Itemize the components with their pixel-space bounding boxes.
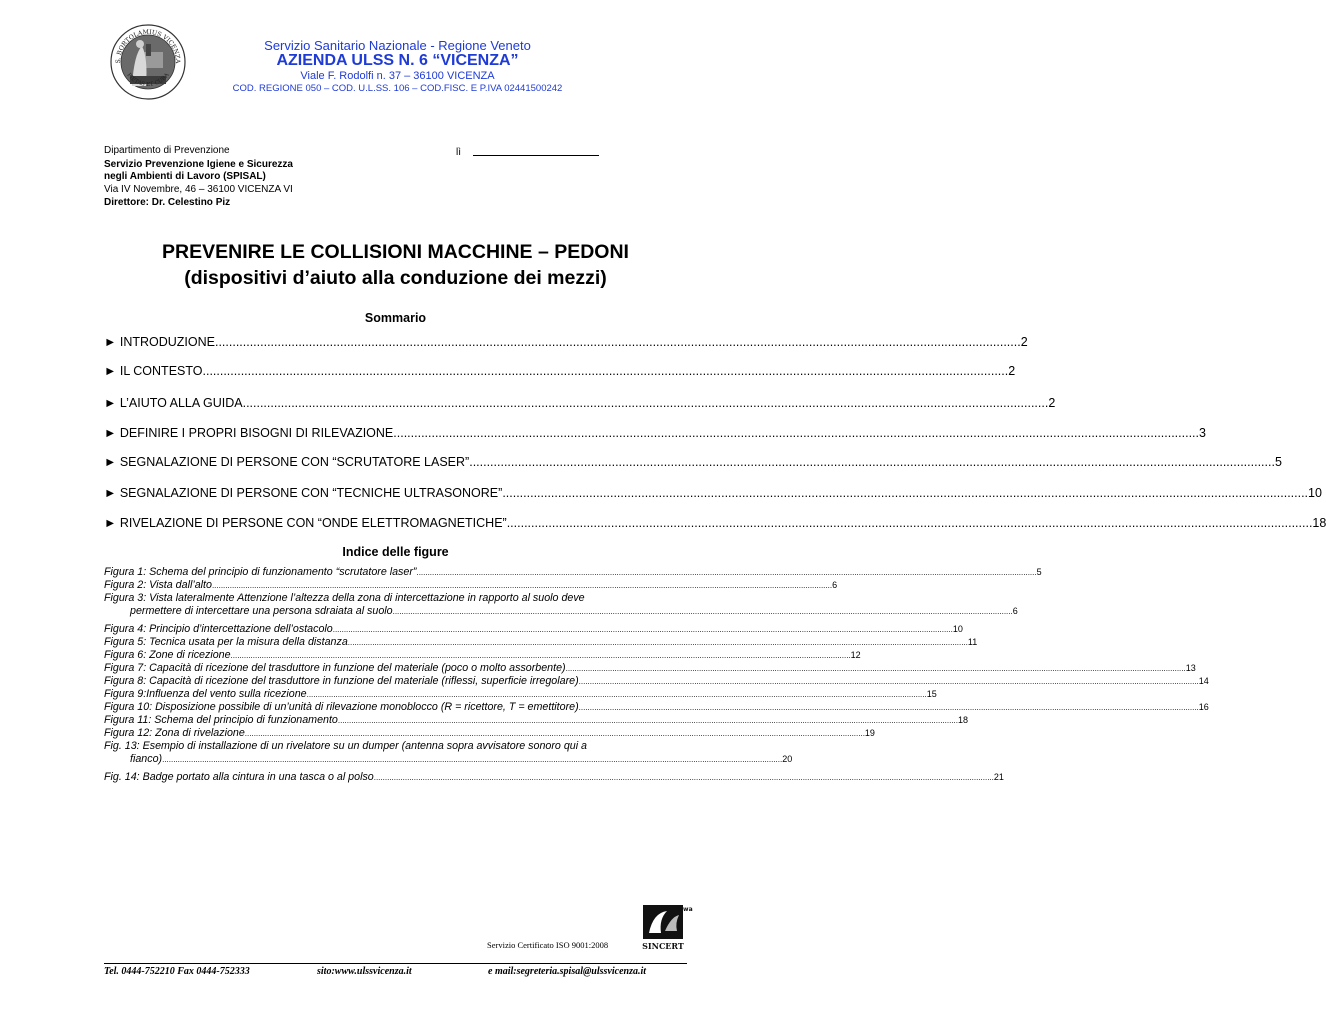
figure-entry[interactable] [104, 740, 793, 766]
toc-leader-dots [502, 486, 1308, 501]
footer-email[interactable]: e mail:segreteria.spisal@ulssvicenza.it [488, 966, 647, 977]
figure-entry-label: Figura 8: Capacità di ricezione del trasduttore in funzione del materiale (riflessi, superficie irregolare) [104, 675, 579, 687]
header-org-name: AZIENDA ULSS N. 6 “VICENZA” [276, 52, 519, 69]
figure-entry-page: 18 [958, 715, 969, 725]
figure-entry[interactable] [104, 688, 937, 701]
figure-entry[interactable] [104, 623, 963, 636]
toc-entry-label: ► SEGNALAZIONE DI PERSONE CON “TECNICHE ULTRASONORE” [104, 486, 503, 500]
toc-entry[interactable] [104, 335, 1028, 350]
figure-entry-label: Figura 3: Vista lateralmente Attenzione l’altezza della zona di intercettazione in rapporto al suolo deve [104, 592, 585, 604]
document-subtitle: (dispositivi d’aiuto alla conduzione dei mezzi) [184, 267, 607, 289]
toc-entry-label: ► L’AIUTO ALLA GUIDA [104, 396, 243, 410]
figure-entry[interactable] [104, 675, 1209, 688]
figure-entry[interactable] [104, 566, 1042, 579]
figure-entry-page: 6 [832, 580, 838, 590]
figure-entry-label: Figura 10: Disposizione possibile di un’unità di rilevazione monoblocco (R = ricettore, T = emettitore) [104, 701, 579, 713]
figure-entry-label: Figura 5: Tecnica usata per la misura della distanza [104, 636, 348, 648]
figure-entry-page: 6 [1012, 606, 1018, 616]
figure-entry[interactable] [104, 771, 1004, 784]
sincert-text: SINCERT [642, 941, 684, 951]
footer-divider [104, 963, 687, 964]
toc-entry[interactable] [104, 364, 1016, 379]
seal-text-bottom: PIETAS ET CURA [125, 72, 171, 89]
figure-entry[interactable] [104, 714, 969, 727]
figure-leader-dots [307, 688, 927, 701]
figure-entry[interactable] [104, 662, 1196, 675]
toc-entry-page: 10 [1308, 486, 1322, 500]
figure-entry[interactable] [104, 649, 861, 662]
figure-leader-dots [374, 771, 994, 784]
figure-leader-dots [416, 566, 1036, 579]
toc-entry-label: ► SEGNALAZIONE DI PERSONE CON “SCRUTATORE LASER” [104, 455, 470, 469]
figure-leader-dots [231, 649, 851, 662]
figure-entry-label: Figura 11: Schema del principio di funzionamento [104, 714, 338, 726]
figure-entry-page: 21 [993, 772, 1004, 782]
place-date-field [456, 145, 599, 158]
toc-entry-page: 2 [1008, 364, 1016, 378]
figure-leader-dots [348, 636, 968, 649]
figure-entry[interactable] [104, 636, 978, 649]
toc-leader-dots [507, 516, 1313, 531]
figure-entry-label: Figura 4: Principio d’intercettazione dell’ostacolo [104, 623, 333, 635]
toc-entry-page: 18 [1312, 516, 1326, 530]
service-name-2: negli Ambienti di Lavoro (SPISAL) [104, 171, 266, 182]
figure-leader-dots [245, 727, 865, 740]
place-date-label: lì [456, 147, 461, 158]
figure-entry-label: Fig. 13: Esempio di installazione di un rivelatore su un dumper (antenna sopra avvisatore sonoro qui a [104, 740, 587, 752]
department-name: Dipartimento di Prevenzione [104, 145, 230, 156]
figure-entry-label: Figura 1: Schema del principio di funzionamento “scrutatore laser” [104, 566, 417, 578]
figure-entry-page: 11 [967, 637, 978, 647]
figure-entry-label: Figura 12: Zona di rivelazione [104, 727, 245, 739]
figure-entry[interactable] [104, 579, 838, 592]
kiwa-sincert-logo [637, 905, 693, 951]
figure-entry-label-continued: permettere di intercettare una persona sdraiata al suolo [130, 605, 393, 617]
certification-text: Servizio Certificato ISO 9001:2008 [487, 940, 609, 950]
service-name-1: Servizio Prevenzione Igiene e Sicurezza [104, 159, 293, 170]
figure-entry-page: 16 [1198, 702, 1209, 712]
toc-entry-page: 2 [1020, 335, 1028, 349]
toc-entry-label: ► IL CONTESTO [104, 364, 203, 378]
toc-entry[interactable] [104, 486, 1322, 501]
figure-entry-label: Figura 2: Vista dall’alto [104, 579, 212, 591]
figure-entry-page: 20 [782, 754, 793, 764]
toc-leader-dots [215, 335, 1021, 350]
figure-index-heading: Indice delle figure [342, 545, 449, 559]
figure-leader-dots [338, 714, 958, 727]
toc-leader-dots [469, 455, 1275, 470]
toc-leader-dots [203, 364, 1009, 379]
footer-phone-fax: Tel. 0444-752210 Fax 0444-752333 [104, 966, 250, 977]
figure-entry-label: Figura 6: Zone di ricezione [104, 649, 231, 661]
toc-entry[interactable] [104, 426, 1206, 441]
figure-leader-dots [162, 753, 782, 766]
figure-entry[interactable] [104, 701, 1209, 714]
figure-leader-dots [393, 605, 1013, 618]
figure-leader-dots [579, 675, 1199, 688]
document-title: PREVENIRE LE COLLISIONI MACCHINE – PEDONI [162, 241, 629, 263]
toc-leader-dots [393, 426, 1199, 441]
toc-entry[interactable] [104, 396, 1056, 411]
director: Direttore: Dr. Celestino Piz [104, 197, 231, 208]
figure-entry-page: 19 [864, 728, 875, 738]
header-address: Viale F. Rodolfi n. 37 – 36100 VICENZA [300, 70, 495, 82]
toc-entry[interactable] [104, 455, 1282, 470]
seal-text-top: S. BORTOLAMIUS VICENZA [114, 28, 182, 64]
figure-entry-label: Figura 7: Capacità di ricezione del trasduttore in funzione del materiale (poco o molto assorbente) [104, 662, 566, 674]
toc-entry-page: 2 [1048, 396, 1056, 410]
figure-entry-page: 5 [1036, 567, 1042, 577]
toc-entry-page: 3 [1199, 426, 1206, 440]
figure-entry-page: 15 [926, 689, 937, 699]
figure-leader-dots [333, 623, 953, 636]
header-codes: COD. REGIONE 050 – COD. U.L.SS. 106 – COD.FISC. E P.IVA 02441500242 [232, 83, 563, 94]
figure-leader-dots [579, 701, 1199, 714]
service-address: Via IV Novembre, 46 – 36100 VICENZA VI [104, 184, 293, 195]
header-line-1: Servizio Sanitario Nazionale - Regione Veneto [264, 38, 531, 53]
toc-entry-page: 5 [1274, 455, 1282, 469]
footer-website[interactable]: sito:www.ulssvicenza.it [317, 966, 412, 977]
place-date-blank-line [473, 145, 599, 156]
figure-entry-label-continued: fianco) [130, 753, 163, 765]
figure-entry[interactable] [104, 592, 1018, 618]
figure-entry[interactable] [104, 727, 875, 740]
toc-heading: Sommario [364, 311, 427, 325]
figure-leader-dots [566, 662, 1186, 675]
figure-entry-label: Fig. 14: Badge portato alla cintura in una tasca o al polso [104, 771, 374, 783]
toc-entry-label: ► RIVELAZIONE DI PERSONE CON “ONDE ELETTROMAGNETICHE” [104, 516, 507, 530]
figure-entry-label: Figura 9:Influenza del vento sulla ricezione [104, 688, 307, 700]
figure-entry-page: 12 [850, 650, 861, 660]
figure-entry-page: 14 [1198, 676, 1209, 686]
kiwa-text: kiwa [677, 906, 693, 913]
toc-entry[interactable] [104, 516, 1326, 531]
figure-entry-page: 10 [952, 624, 963, 634]
toc-entry-label: ► DEFINIRE I PROPRI BISOGNI DI RILEVAZIONE [104, 426, 394, 440]
toc-entry-label: ► INTRODUZIONE [104, 335, 215, 349]
toc-leader-dots [243, 396, 1049, 411]
figure-entry-page: 13 [1185, 663, 1196, 673]
ulss-seal-logo [110, 24, 186, 100]
figure-leader-dots [212, 579, 832, 592]
